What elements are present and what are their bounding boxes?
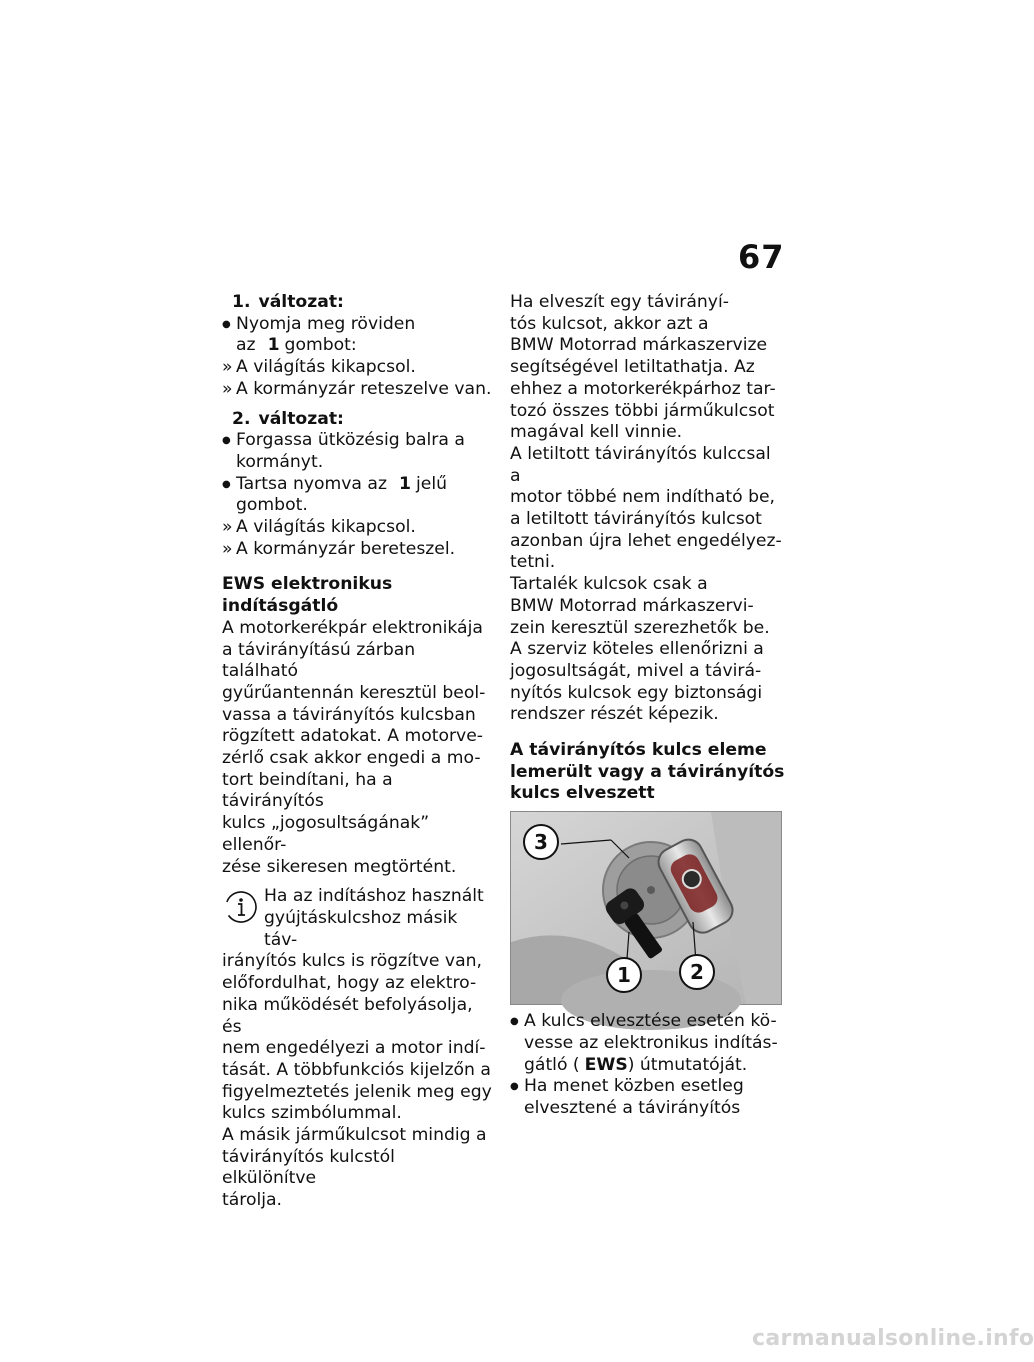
note-line: tását. A többfunkciós kijelzőn a <box>222 1059 491 1080</box>
result-text: A világítás kikapcsol. <box>236 357 416 378</box>
lost-key-step-2 <box>510 1076 785 1119</box>
loss-paragraph <box>510 292 785 444</box>
callout-label-3: 3 <box>534 830 548 855</box>
blocked-line: azonban újra lehet engedélyez- <box>510 530 782 551</box>
result-text: A kormányzár bereteszel. <box>236 538 456 559</box>
variant-1-result-2 <box>222 379 494 401</box>
note-line: nika működését befolyásolja, és <box>222 994 473 1037</box>
store-paragraph <box>222 1125 494 1212</box>
bullet-icon <box>222 430 236 454</box>
ews-line: a távirányítású zárban található <box>222 639 416 682</box>
result-text: A kormányzár reteszelve van. <box>236 378 492 399</box>
variant-1-result-1 <box>222 357 494 379</box>
loss-line: BMW Motorrad márkaszervize <box>510 335 768 356</box>
spare-line: rendszer részét képezik. <box>510 704 719 725</box>
button-reference: 1 <box>399 473 411 494</box>
blocked-line: tetni. <box>510 552 556 573</box>
variant-1-step <box>222 314 494 357</box>
ews-line: kulcs „jogosultságának” ellenőr- <box>222 813 430 855</box>
button-reference: 1 <box>267 335 280 356</box>
variant-1-number: 1. <box>232 292 251 312</box>
variant-2-step-2 <box>222 474 494 517</box>
variant-2-result-1 <box>222 517 494 539</box>
callout-label-2: 2 <box>690 960 704 985</box>
lock-center <box>647 886 655 894</box>
variant-2-result-2 <box>222 539 494 561</box>
note-line: előfordulhat, hogy az elektro- <box>222 973 477 994</box>
loss-line: ehhez a motorkerékpárhoz tar- <box>510 378 776 399</box>
ews-line: tort beindítani, ha a távirányítós <box>222 769 393 812</box>
key-figure <box>510 811 782 1005</box>
callout-label-1: 1 <box>617 963 631 988</box>
result-arrow-icon <box>222 379 236 401</box>
note-line: figyelmeztetés jelenik meg egy <box>222 1081 492 1102</box>
bullet-icon <box>510 1011 524 1035</box>
spare-line: jogosultságát, mivel a távirá- <box>510 660 762 681</box>
ews-paragraph <box>222 618 494 878</box>
right-column <box>510 292 785 1120</box>
text-fragment: Tartsa nyomva az <box>236 473 387 494</box>
text-fragment: gátló ( <box>524 1054 580 1075</box>
callout-3 <box>524 825 558 859</box>
blocked-paragraph <box>510 444 785 574</box>
blocked-line: a letiltott távirányítós kulcsot <box>510 509 762 530</box>
step-line: Forgassa ütközésig balra a <box>236 430 465 451</box>
spare-line: nyítós kulcsok egy biztonsági <box>510 682 763 703</box>
store-line: távirányítós kulcstól elkülönítve <box>222 1146 395 1189</box>
battery-heading <box>510 740 785 805</box>
variant-2-title: változat: <box>258 408 344 429</box>
loss-line: segítségével letiltathatja. Az <box>510 357 755 378</box>
key-illustration <box>511 812 781 1004</box>
spare-line: Tartalék kulcsok csak a <box>510 574 708 595</box>
ews-reference: EWS <box>584 1054 628 1075</box>
callout-1 <box>607 958 641 992</box>
text-fragment: jelű <box>415 473 447 494</box>
bullet-icon <box>222 314 236 338</box>
loss-line: tós kulcsot, akkor azt a <box>510 313 709 334</box>
store-line: A másik járműkulcsot mindig a <box>222 1125 487 1146</box>
step-line: kormányt. <box>236 451 324 472</box>
step-line <box>236 474 494 496</box>
lost-key-step-1 <box>510 1011 785 1076</box>
result-arrow-icon <box>222 357 236 379</box>
step-line: A kulcs elvesztése esetén kö- <box>524 1011 777 1032</box>
variant-1-title: változat: <box>258 292 344 312</box>
loss-line: Ha elveszít egy távirányí- <box>510 292 729 312</box>
spare-paragraph <box>510 574 785 726</box>
variant-2-heading <box>232 409 494 431</box>
step-line: elvesztené a távirányítós <box>524 1097 741 1118</box>
loss-line: magával kell vinnie. <box>510 422 683 443</box>
result-arrow-icon <box>222 517 236 539</box>
text-fragment: az <box>236 335 256 356</box>
note-line: gyújtáskulcshoz másik táv- <box>264 907 458 950</box>
spare-line: A szerviz köteles ellenőrizni a <box>510 639 764 660</box>
variant-1-step-line-2 <box>236 335 494 357</box>
callout-2 <box>680 955 714 989</box>
bullet-icon <box>510 1076 524 1100</box>
result-text: A világítás kikapcsol. <box>236 517 416 538</box>
variant-2-step-1 <box>222 430 494 473</box>
spare-line: zein keresztül szerezhetők be. <box>510 617 770 638</box>
loss-line: tozó összes többi járműkulcsot <box>510 400 775 421</box>
note-line: irányítós kulcs is rögzítve van, <box>222 951 482 972</box>
ews-line: rögzített adatokat. A motorve- <box>222 726 483 747</box>
spare-line: BMW Motorrad márkaszervi- <box>510 595 754 616</box>
info-icon <box>224 890 258 924</box>
bullet-icon <box>222 474 236 498</box>
store-line: tárolja. <box>222 1190 283 1211</box>
watermark: carmanualsonline.info <box>752 1326 1034 1351</box>
info-note <box>222 886 494 1125</box>
ews-line: A motorkerékpár elektronikája <box>222 617 483 638</box>
text-fragment: gombot: <box>284 335 357 356</box>
result-arrow-icon <box>222 539 236 561</box>
ews-line: vassa a távirányítós kulcsban <box>222 704 476 725</box>
step-line: vesse az elektronikus indítás- <box>524 1032 778 1053</box>
ews-line: zérlő csak akkor engedi a mo- <box>222 748 481 769</box>
step-line <box>524 1055 785 1077</box>
variant-1-heading <box>232 292 494 314</box>
blocked-line: motor többé nem indítható be, <box>510 487 776 508</box>
page-number: 67 <box>738 238 785 276</box>
heading-line: kulcs elveszett <box>510 783 655 804</box>
note-line: Ha az indításhoz használt <box>264 886 484 907</box>
ews-heading: EWS elektronikus indításgátló <box>222 574 393 617</box>
text-fragment: ) útmutatóját. <box>627 1054 748 1075</box>
heading-line: A távirányítós kulcs eleme <box>510 740 767 761</box>
ews-line: gyűrűantennán keresztül beol- <box>222 682 486 703</box>
step-line: gombot. <box>236 495 308 516</box>
blocked-line: A letiltott távirányítós kulccsal a <box>510 443 771 486</box>
variant-1-step-line-1: Nyomja meg röviden <box>236 313 416 334</box>
variant-2-number: 2. <box>232 408 251 429</box>
heading-line: lemerült vagy a távirányítós <box>510 761 785 782</box>
note-line: kulcs szimbólummal. <box>222 1103 402 1124</box>
left-column <box>222 292 494 1212</box>
step-line: Ha menet közben esetleg <box>524 1076 744 1097</box>
ews-line: zése sikeresen megtörtént. <box>222 856 457 877</box>
note-line: nem engedélyezi a motor indí- <box>222 1038 486 1059</box>
